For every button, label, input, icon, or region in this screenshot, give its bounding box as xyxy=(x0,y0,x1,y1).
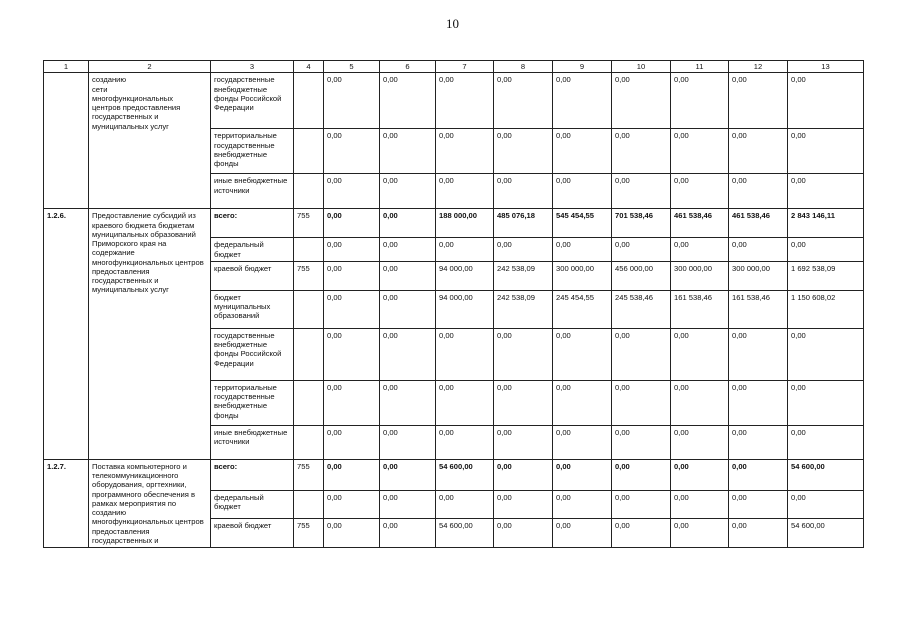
amount-cell: 0,00 xyxy=(436,328,494,380)
amount-cell: 0,00 xyxy=(553,174,612,209)
amount-cell: 0,00 xyxy=(324,238,380,262)
amount-cell: 0,00 xyxy=(324,73,380,129)
amount-cell: 0,00 xyxy=(671,238,729,262)
amount-cell: 0,00 xyxy=(436,174,494,209)
amount-cell: 0,00 xyxy=(612,238,671,262)
amount-cell: 0,00 xyxy=(494,490,553,519)
item-name: Поставка компьютерного и телекоммуникационного оборудования, оргтехники, программного обеспечения в рамках мероприятия по созданию многофункциональных центров предоставления государственных и xyxy=(89,459,211,547)
table-row xyxy=(44,459,864,490)
amount-cell: 0,00 xyxy=(788,129,864,174)
column-number: 6 xyxy=(380,61,436,73)
amount-cell: 0,00 xyxy=(324,490,380,519)
amount-cell: 242 538,09 xyxy=(494,290,553,328)
kbk-code: 755 xyxy=(294,519,324,548)
amount-cell: 0,00 xyxy=(671,519,729,548)
column-number: 5 xyxy=(324,61,380,73)
amount-cell: 0,00 xyxy=(612,490,671,519)
item-code: 1.2.6. xyxy=(44,209,89,460)
amount-cell: 0,00 xyxy=(729,238,788,262)
kbk-code xyxy=(294,328,324,380)
amount-cell: 0,00 xyxy=(324,459,380,490)
amount-cell: 0,00 xyxy=(436,129,494,174)
funding-source: иные внебюджетные источники xyxy=(211,174,294,209)
column-number: 9 xyxy=(553,61,612,73)
amount-cell: 456 000,00 xyxy=(612,261,671,290)
amount-cell: 0,00 xyxy=(494,459,553,490)
amount-cell: 0,00 xyxy=(494,174,553,209)
funding-source: территориальные государственные внебюджетные фонды xyxy=(211,129,294,174)
amount-cell: 0,00 xyxy=(380,380,436,425)
amount-cell: 0,00 xyxy=(729,425,788,459)
amount-cell: 0,00 xyxy=(380,425,436,459)
amount-cell: 0,00 xyxy=(729,174,788,209)
amount-cell: 54 600,00 xyxy=(436,459,494,490)
amount-cell: 0,00 xyxy=(436,425,494,459)
kbk-code xyxy=(294,490,324,519)
amount-cell: 0,00 xyxy=(553,459,612,490)
amount-cell: 188 000,00 xyxy=(436,209,494,238)
item-name: Предоставление субсидий из краевого бюджета бюджетам муниципальных образований Приморского края на содержание многофункциональных центров предоставления государственных и муниципальных услуг xyxy=(89,209,211,460)
amount-cell: 0,00 xyxy=(436,490,494,519)
amount-cell: 0,00 xyxy=(729,490,788,519)
amount-cell: 300 000,00 xyxy=(729,261,788,290)
amount-cell: 0,00 xyxy=(788,490,864,519)
amount-cell: 0,00 xyxy=(729,380,788,425)
funding-source: государственные внебюджетные фонды Российской Федерации xyxy=(211,328,294,380)
funding-source: краевой бюджет xyxy=(211,519,294,548)
amount-cell: 54 600,00 xyxy=(788,459,864,490)
amount-cell: 0,00 xyxy=(729,328,788,380)
amount-cell: 0,00 xyxy=(612,73,671,129)
amount-cell: 0,00 xyxy=(380,209,436,238)
amount-cell: 0,00 xyxy=(494,519,553,548)
amount-cell: 0,00 xyxy=(494,129,553,174)
funding-source: бюджет муниципальных образований xyxy=(211,290,294,328)
amount-cell: 461 538,46 xyxy=(671,209,729,238)
column-number: 4 xyxy=(294,61,324,73)
amount-cell: 0,00 xyxy=(671,328,729,380)
amount-cell: 0,00 xyxy=(553,73,612,129)
amount-cell: 0,00 xyxy=(494,238,553,262)
amount-cell: 0,00 xyxy=(380,519,436,548)
amount-cell: 0,00 xyxy=(612,174,671,209)
column-number: 3 xyxy=(211,61,294,73)
item-name: созданию сети многофункциональных центров предоставления государственных и муниципальных услуг xyxy=(89,73,211,209)
amount-cell: 0,00 xyxy=(788,328,864,380)
amount-cell: 94 000,00 xyxy=(436,290,494,328)
amount-cell: 2 843 146,11 xyxy=(788,209,864,238)
amount-cell: 0,00 xyxy=(324,328,380,380)
amount-cell: 0,00 xyxy=(612,129,671,174)
amount-cell: 161 538,46 xyxy=(671,290,729,328)
amount-cell: 0,00 xyxy=(324,209,380,238)
amount-cell: 0,00 xyxy=(324,380,380,425)
amount-cell: 0,00 xyxy=(671,380,729,425)
budget-table xyxy=(43,60,864,548)
amount-cell: 701 538,46 xyxy=(612,209,671,238)
funding-source: территориальные государственные внебюджетные фонды xyxy=(211,380,294,425)
amount-cell: 485 076,18 xyxy=(494,209,553,238)
amount-cell: 1 150 608,02 xyxy=(788,290,864,328)
amount-cell: 0,00 xyxy=(324,174,380,209)
funding-source: всего: xyxy=(211,459,294,490)
column-number: 7 xyxy=(436,61,494,73)
amount-cell: 0,00 xyxy=(553,425,612,459)
funding-source: федеральный бюджет xyxy=(211,490,294,519)
kbk-code xyxy=(294,290,324,328)
column-number: 8 xyxy=(494,61,553,73)
amount-cell: 0,00 xyxy=(671,73,729,129)
amount-cell: 0,00 xyxy=(553,490,612,519)
funding-source: всего: xyxy=(211,209,294,238)
amount-cell: 0,00 xyxy=(380,129,436,174)
amount-cell: 0,00 xyxy=(380,328,436,380)
column-number: 1 xyxy=(44,61,89,73)
amount-cell: 0,00 xyxy=(324,129,380,174)
amount-cell: 0,00 xyxy=(324,425,380,459)
amount-cell: 0,00 xyxy=(380,261,436,290)
amount-cell: 461 538,46 xyxy=(729,209,788,238)
column-number: 13 xyxy=(788,61,864,73)
amount-cell: 0,00 xyxy=(612,459,671,490)
amount-cell: 0,00 xyxy=(494,425,553,459)
kbk-code xyxy=(294,425,324,459)
funding-source: иные внебюджетные источники xyxy=(211,425,294,459)
amount-cell: 0,00 xyxy=(788,380,864,425)
amount-cell: 0,00 xyxy=(729,73,788,129)
kbk-code: 755 xyxy=(294,459,324,490)
funding-source: краевой бюджет xyxy=(211,261,294,290)
amount-cell: 0,00 xyxy=(612,380,671,425)
amount-cell: 0,00 xyxy=(380,490,436,519)
amount-cell: 0,00 xyxy=(494,380,553,425)
amount-cell: 54 600,00 xyxy=(436,519,494,548)
amount-cell: 0,00 xyxy=(612,328,671,380)
amount-cell: 0,00 xyxy=(553,519,612,548)
amount-cell: 0,00 xyxy=(553,328,612,380)
item-code: 1.2.7. xyxy=(44,459,89,547)
amount-cell: 0,00 xyxy=(380,238,436,262)
kbk-code xyxy=(294,129,324,174)
kbk-code: 755 xyxy=(294,261,324,290)
kbk-code xyxy=(294,380,324,425)
amount-cell: 0,00 xyxy=(671,490,729,519)
funding-source: федеральный бюджет xyxy=(211,238,294,262)
amount-cell: 0,00 xyxy=(494,73,553,129)
amount-cell: 0,00 xyxy=(436,380,494,425)
amount-cell: 54 600,00 xyxy=(788,519,864,548)
amount-cell: 0,00 xyxy=(380,73,436,129)
amount-cell: 242 538,09 xyxy=(494,261,553,290)
amount-cell: 0,00 xyxy=(380,174,436,209)
amount-cell: 0,00 xyxy=(553,380,612,425)
amount-cell: 0,00 xyxy=(671,459,729,490)
item-code xyxy=(44,73,89,209)
amount-cell: 161 538,46 xyxy=(729,290,788,328)
kbk-code xyxy=(294,174,324,209)
table-row xyxy=(44,73,864,129)
column-number: 12 xyxy=(729,61,788,73)
amount-cell: 0,00 xyxy=(729,519,788,548)
table-row xyxy=(44,209,864,238)
amount-cell: 0,00 xyxy=(436,73,494,129)
amount-cell: 0,00 xyxy=(324,290,380,328)
amount-cell: 0,00 xyxy=(380,290,436,328)
column-number: 2 xyxy=(89,61,211,73)
kbk-code xyxy=(294,238,324,262)
amount-cell: 0,00 xyxy=(671,174,729,209)
column-number-row xyxy=(44,61,864,73)
amount-cell: 245 454,55 xyxy=(553,290,612,328)
amount-cell: 0,00 xyxy=(612,519,671,548)
kbk-code: 755 xyxy=(294,209,324,238)
amount-cell: 0,00 xyxy=(553,238,612,262)
amount-cell: 0,00 xyxy=(788,73,864,129)
amount-cell: 0,00 xyxy=(788,238,864,262)
amount-cell: 0,00 xyxy=(494,328,553,380)
amount-cell: 545 454,55 xyxy=(553,209,612,238)
kbk-code xyxy=(294,73,324,129)
funding-source: государственные внебюджетные фонды Российской Федерации xyxy=(211,73,294,129)
amount-cell: 300 000,00 xyxy=(553,261,612,290)
amount-cell: 0,00 xyxy=(729,459,788,490)
amount-cell: 0,00 xyxy=(612,425,671,459)
amount-cell: 0,00 xyxy=(671,425,729,459)
amount-cell: 1 692 538,09 xyxy=(788,261,864,290)
column-number: 10 xyxy=(612,61,671,73)
amount-cell: 0,00 xyxy=(436,238,494,262)
amount-cell: 0,00 xyxy=(788,174,864,209)
amount-cell: 0,00 xyxy=(380,459,436,490)
amount-cell: 0,00 xyxy=(729,129,788,174)
column-number: 11 xyxy=(671,61,729,73)
amount-cell: 245 538,46 xyxy=(612,290,671,328)
amount-cell: 0,00 xyxy=(553,129,612,174)
amount-cell: 0,00 xyxy=(671,129,729,174)
amount-cell: 0,00 xyxy=(788,425,864,459)
amount-cell: 300 000,00 xyxy=(671,261,729,290)
amount-cell: 0,00 xyxy=(324,261,380,290)
amount-cell: 94 000,00 xyxy=(436,261,494,290)
amount-cell: 0,00 xyxy=(324,519,380,548)
page-number: 10 xyxy=(446,16,459,31)
